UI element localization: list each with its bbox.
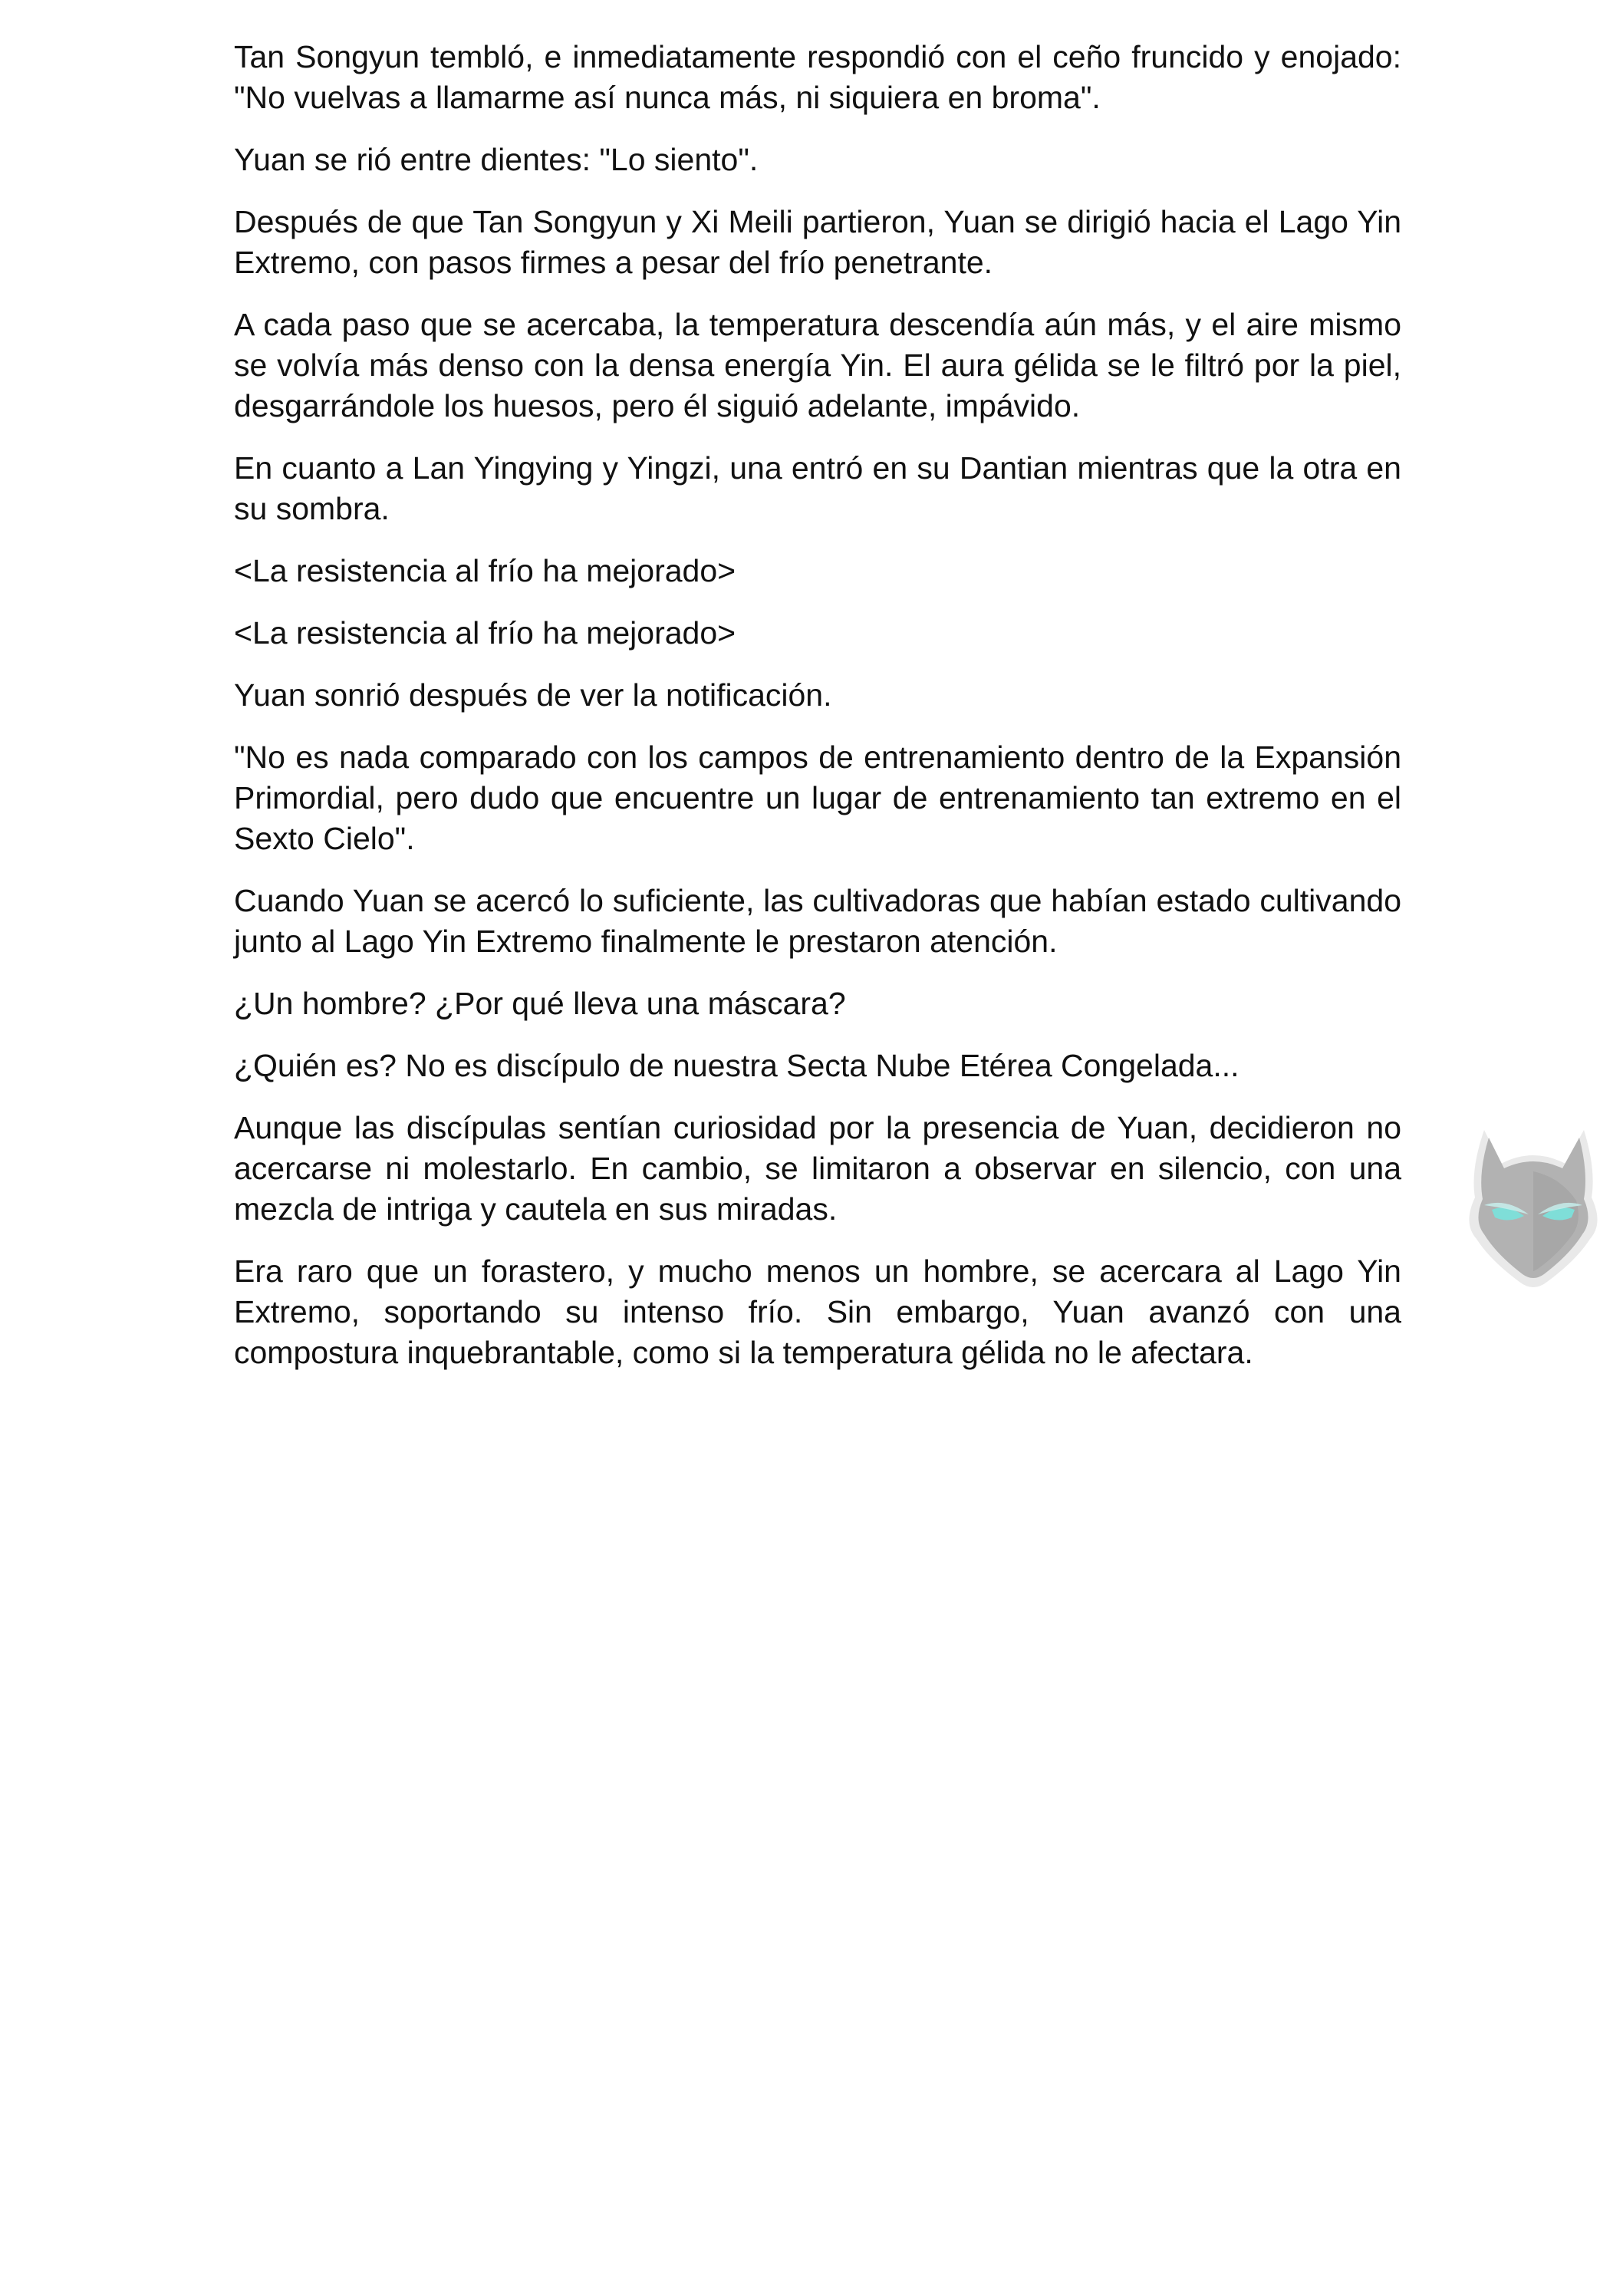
paragraph-10: Cuando Yuan se acercó lo suficiente, las cultivadoras que habían estado cultivando junto al Lago Yin Extremo finalmente le prestaron atención. — [234, 883, 1401, 959]
paragraph-11: ¿Un hombre? ¿Por qué lleva una máscara? — [234, 986, 846, 1021]
paragraph-3: Después de que Tan Songyun y Xi Meili partieron, Yuan se dirigió hacia el Lago Yin Extremo, con pasos firmes a pesar del frío penetrante. — [234, 204, 1401, 280]
paragraph-13: Aunque las discípulas sentían curiosidad por la presencia de Yuan, decidieron no acercarse ni molestarlo. En cambio, se limitaron a observar en silencio, con una mezcla de intriga y cautela en sus miradas. — [234, 1110, 1401, 1227]
system-notification-1: <La resistencia al frío ha mejorado> — [234, 553, 736, 588]
document-body — [234, 37, 1401, 1395]
paragraph-2: Yuan se rió entre dientes: "Lo siento". — [234, 142, 759, 177]
system-notification-2: <La resistencia al frío ha mejorado> — [234, 615, 736, 651]
paragraph-4: A cada paso que se acercaba, la temperatura descendía aún más, y el aire mismo se volvía más denso con la densa energía Yin. El aura gélida se le filtró por la piel, desgarrándole los huesos, pero él siguió adelante, impávido. — [234, 307, 1401, 423]
paragraph-12: ¿Quién es? No es discípulo de nuestra Secta Nube Etérea Congelada... — [234, 1048, 1239, 1083]
paragraph-9: "No es nada comparado con los campos de entrenamiento dentro de la Expansión Primordial, pero dudo que encuentre un lugar de entrenamiento tan extremo en el Sexto Cielo". — [234, 740, 1401, 856]
paragraph-1: Tan Songyun tembló, e inmediatamente respondió con el ceño fruncido y enojado: "No vuelvas a llamarme así nunca más, ni siquiera en broma". — [234, 39, 1401, 115]
paragraph-14: Era raro que un forastero, y mucho menos un hombre, se acercara al Lago Yin Extremo, soportando su intenso frío. Sin embargo, Yuan avanzó con una compostura inquebrantable, como si la temperatura gélida no le afectara. — [234, 1253, 1401, 1370]
paragraph-8: Yuan sonrió después de ver la notificación. — [234, 677, 832, 713]
demon-head-logo-icon — [1461, 1124, 1605, 1294]
paragraph-5: En cuanto a Lan Yingying y Yingzi, una entró en su Dantian mientras que la otra en su sombra. — [234, 450, 1401, 526]
